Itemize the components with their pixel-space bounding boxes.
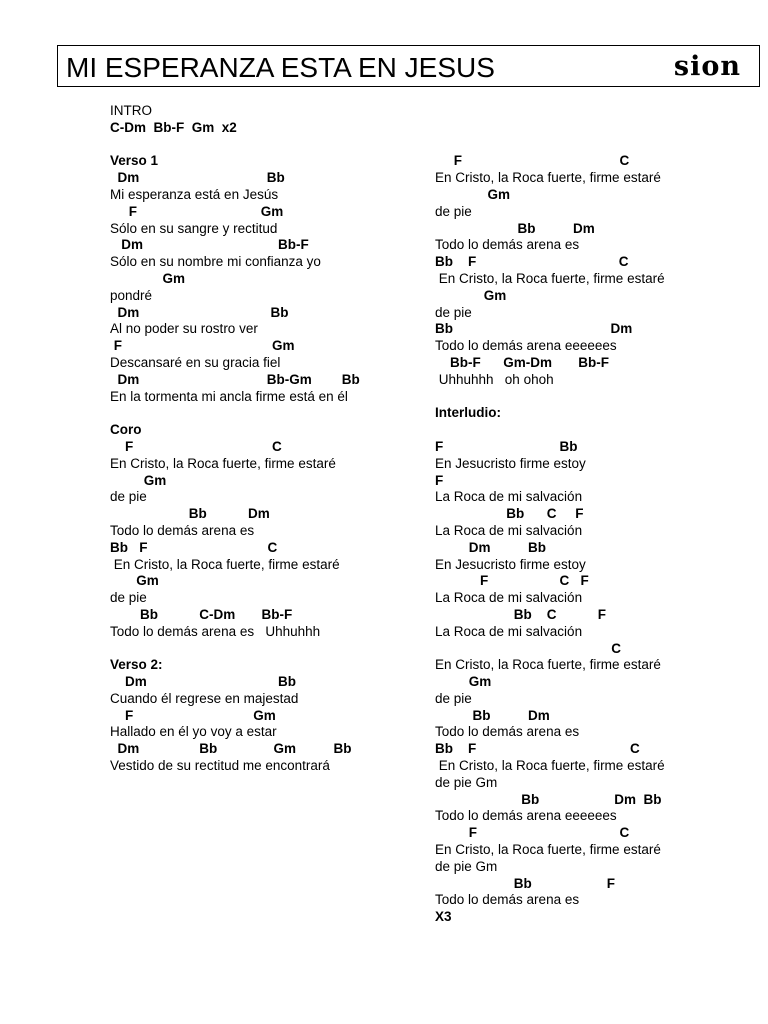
chord-line: Dm Bb-Gm Bb	[110, 371, 360, 387]
chord-line: F	[435, 472, 444, 488]
chord-line: F Gm	[110, 338, 295, 354]
lyric-line: pondré	[110, 287, 153, 303]
chord-line: Bb C F	[435, 506, 584, 522]
lyric-line	[110, 641, 430, 658]
lyric-line: Al no poder su rostro ver	[110, 321, 258, 337]
chord-line: Bb F C	[435, 254, 629, 270]
lyric-line: Todo lo demás arena es	[435, 892, 580, 908]
lyric-line: de pie	[110, 489, 147, 505]
lyric-line: Todo lo demás arena eeeeees	[435, 338, 617, 354]
right-column	[435, 103, 765, 926]
lyric-line: En Cristo, la Roca fuerte, firme estaré	[435, 170, 661, 186]
lyric-line: de pie Gm	[435, 774, 498, 790]
lyric-line: La Roca de mi salvación	[435, 590, 583, 606]
chord-line: Dm Bb	[110, 170, 285, 186]
lyric-line: La Roca de mi salvación	[435, 623, 583, 639]
chord-line: Bb Dm	[435, 220, 595, 236]
lyric-line: Uhhuhhh oh ohoh	[435, 371, 554, 387]
lyric-line	[435, 103, 765, 120]
chord-line: Gm	[110, 573, 159, 589]
lyric-line: Mi esperanza está en Jesús	[110, 186, 279, 202]
lyric-line: Hallado en él yo voy a estar	[110, 724, 277, 740]
chord-line: Dm Bb-F	[110, 237, 309, 253]
lyric-line: La Roca de mi salvación	[435, 489, 583, 505]
chord-line: Interludio:	[435, 405, 501, 421]
title-box	[57, 45, 760, 87]
lyric-line: En Cristo, la Roca fuerte, firme estaré	[110, 556, 340, 572]
chord-line: C	[435, 640, 622, 656]
lyric-line: En Cristo, la Roca fuerte, firme estaré	[435, 758, 665, 774]
song-title: MI ESPERANZA ESTA EN JESUS	[66, 52, 495, 83]
lyric-line: La Roca de mi salvación	[435, 522, 583, 538]
chord-line: Gm	[110, 270, 186, 286]
chord-line: Bb F	[435, 875, 616, 891]
lyric-line: Descansaré en su gracia fiel	[110, 354, 281, 370]
chord-line: Dm Bb	[110, 674, 297, 690]
chord-line: Bb F C	[435, 741, 640, 757]
chord-line: F C	[435, 825, 630, 841]
chord-line: Dm Bb	[110, 304, 289, 320]
sion-logo: sion	[673, 51, 741, 82]
lyric-line	[435, 120, 765, 137]
lyric-line: Todo lo demás arena eeeeees	[435, 808, 617, 824]
chord-line: Verso 2:	[110, 657, 163, 673]
chord-line: Gm	[435, 674, 492, 690]
chord-line: Bb Dm	[110, 506, 270, 522]
lyric-line: En Jesucristo firme estoy	[435, 556, 586, 572]
chord-line: F Bb	[435, 438, 578, 454]
chord-line: Coro	[110, 422, 142, 438]
chord-line: Dm Bb	[435, 539, 547, 555]
chord-line: Bb C F	[435, 606, 607, 622]
lyric-line: de pie	[110, 590, 147, 606]
chord-line: Gm	[435, 186, 511, 202]
chord-line: Verso 1	[110, 153, 159, 169]
chord-line: C-Dm Bb-F Gm x2	[110, 119, 237, 135]
lyric-line: Cuando él regrese en majestad	[110, 690, 299, 706]
chord-line: X3	[435, 909, 452, 925]
lyric-line	[435, 137, 765, 154]
chord-line: Gm	[435, 287, 507, 303]
chord-line: F Gm	[110, 203, 284, 219]
lyric-line	[435, 422, 765, 439]
lyric-line: de pie	[435, 203, 472, 219]
lyric-line: Todo lo demás arena es	[435, 237, 580, 253]
chord-line: Dm Bb Gm Bb	[110, 741, 352, 757]
chord-line: Bb F C	[110, 539, 278, 555]
lyric-line: Vestido de su rectitud me encontrará	[110, 758, 330, 774]
chord-line: Bb Dm	[435, 707, 550, 723]
lyric-line: INTRO	[110, 103, 152, 118]
lyric-line	[435, 389, 765, 406]
lyric-line: En Cristo, la Roca fuerte, firme estaré	[435, 270, 665, 286]
chord-line: Bb C-Dm Bb-F	[110, 606, 293, 622]
chord-line: Gm	[110, 472, 167, 488]
lyric-line: En Cristo, la Roca fuerte, firme estaré	[110, 455, 336, 471]
lyric-line: de pie	[435, 690, 472, 706]
lyric-line: de pie	[435, 304, 472, 320]
lyric-line: Todo lo demás arena es	[110, 522, 255, 538]
chord-line: F C F	[435, 573, 589, 589]
left-column	[110, 103, 430, 775]
lyric-line: de pie Gm	[435, 858, 498, 874]
chord-line: F C	[110, 438, 282, 454]
chord-line: F C	[435, 153, 630, 169]
chord-line: Bb Dm	[435, 321, 633, 337]
lyric-line: Sólo en su sangre y rectitud	[110, 220, 278, 236]
chord-line: Bb-F Gm-Dm Bb-F	[435, 354, 609, 370]
lyric-line: En Jesucristo firme estoy	[435, 455, 586, 471]
lyric-line: En Cristo, la Roca fuerte, firme estaré	[435, 842, 661, 858]
lyric-line	[110, 405, 430, 422]
lyric-line: Todo lo demás arena es	[435, 724, 580, 740]
lyric-line: Todo lo demás arena es Uhhuhhh	[110, 623, 321, 639]
lyric-line	[110, 137, 430, 154]
lyric-line: Sólo en su nombre mi confianza yo	[110, 254, 321, 270]
lyric-line: En Cristo, la Roca fuerte, firme estaré	[435, 657, 661, 673]
lyric-line: En la tormenta mi ancla firme está en él	[110, 388, 348, 404]
chord-line: F Gm	[110, 707, 276, 723]
chord-line: Bb Dm Bb	[435, 791, 662, 807]
